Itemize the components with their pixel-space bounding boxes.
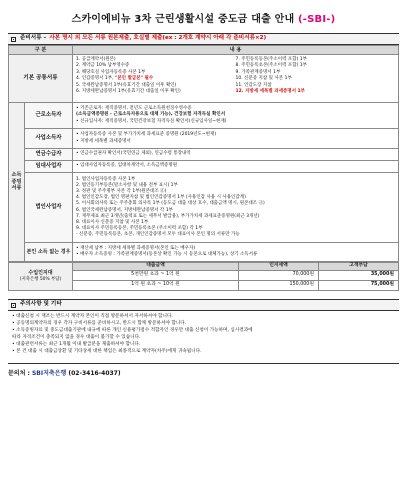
row-label-business: 사업소득자 [25, 129, 73, 149]
contact-phone: (02-3416-4037) [68, 369, 121, 377]
basic-docs-right: 7. 주민등록등본(주소이력 포함) 1부 8. 주민등록초본(주소이력 포함) 1부 9. 가족관계증명서 1부 10. 신분증 지참 및 사본 1부 11. 인감도장 지참 12. 지방세 세목별 과세증명서 1부 [236, 57, 396, 63]
section-documents-header [8, 33, 399, 45]
square-bullet-icon [11, 37, 16, 42]
row-content-business: • 사업자등록증 사본 및 부가가치세 과세표준 증명원 (2019년도~현재) • 지방세 세목별 과세증명서 [73, 129, 399, 149]
row-label-pension: 연금수급자 [25, 149, 73, 161]
basic-docs-left: 1. 공급계약서(원본) 2. 계약금 10% 납부영수증 3. 해당호실 사업자등록증 사본 1부 4. 인감증명서 1부, "본인 발급본" 필수 5. 국세완납증명서 1부(유효기간 대출일 이후 확인) 6. 지방세완납증명서 1부(유효기간 대출일 이후 확인) [76, 56, 181, 95]
section-notes-header [8, 299, 399, 311]
stamp-tax-label-cell: 수입인지대 (저축은행 50% 부담) [9, 263, 73, 291]
fee-row: 1억 원 초과 ~ 10억 원 150,000원 75,000원 [9, 281, 399, 291]
row-content-corporate: 1. 법인사업자등록증 사본 1부 2. 법인등기부등본(말소사항 및 내용 전부 표시) 1부 3. 정관 및 주주명부 사본 각 1부(원본대조 ⓓ) 4. 법인인감도장, 법인 명판지참 및 법인인감증명서 1부 (사용인감 사용 시 사용인감계) 5. 이사회의사록 또는 주주총회 의사록 1부 (등도금 대출 대상 호수, 대출금액 명시, 원본대조 ⓓ) 6. 법인국세완납증명서, 지방세완납증명서 각 1부 7. 재무제표 최근 3개년(출력표 또는 세무서 발급용), 부가가치세 과세표준증명원(최근 3개년) 8. 대표이사 신분증 지참 및 사본 1부 9. 대표이사 주민등록등본, 주민등록초본 (주소이력 포함) 각 1부 - 신분증, 주민등록등본, 초본, 개인인감증명서 모두 대표이사 본인 명의 서류만 가능 [73, 173, 399, 243]
self-issued-highlight: "본인 발급본" 필수 [114, 76, 154, 82]
note-item: • 대출관련서류는 최근 1개월 이내 발급분을 제출하셔야 합니다. [12, 342, 141, 348]
note-item: 따라 자격조건이 충족되지 않을 경우 대출이 불가할 수 있습니다. [12, 335, 141, 341]
section-notes-title: 주의사항 및 기타 [20, 301, 62, 308]
title-brand: (-SBI-) [298, 14, 336, 25]
income-docs-group-label: 소득 증빙 서류 [9, 103, 25, 262]
fee-header-customer: 고객부담 [319, 263, 399, 271]
row-label-no-income: 본인 소득 없는 경우 [25, 243, 73, 262]
row-content-employee: • 기존근로자: 재직증명서, 전년도 근로소득원천징수영수증 (소득금액증명원 - 근로소득자용으로 대체 가능), 건강보험 자격득실 확인서 • 신규입사자: 재직증명서, 국민건강보험 자격득실 확인서(신규입사일~현재) [73, 103, 399, 129]
row-label-rental: 임대사업자 [25, 161, 73, 173]
square-bullet-icon [11, 303, 16, 308]
fee-header-tax: 인지세액 [239, 263, 319, 271]
row-label-corporate: 법인사업자 [25, 173, 73, 243]
page-title [8, 13, 399, 29]
notes-list [8, 311, 399, 357]
title-main: 스카이에비뉴 3차 근린생활시설 중도금 대출 안내 [71, 14, 295, 25]
contact-label: 문의처 : [8, 369, 30, 377]
note-item: • 대출신청 시 재조는 반드시 계약자 본인이 직접 방문하셔서 자서하셔야 합니다. [12, 314, 173, 319]
tax-certificate-highlight: 12. 지방세 세목별 과세증명서 1부 [235, 89, 306, 95]
note-item: • 공동명의계약자의 경우 각자 구비서류를 준비하시고, 반드시 함께 방문하셔야 합니다. [12, 321, 187, 327]
contact-footer [8, 363, 399, 378]
row-content-pension: • 연금수급권자 확인서(국민연금 제외), 연금수령 통장내역 [73, 149, 399, 161]
section-documents-subtitle: 사본 명시 외 모든 서류 원본제출, 호실별 제출(ex : 2개호 계약시 아래 각 준비서류×2) [49, 35, 267, 42]
table-header-content: 내 용 [73, 46, 399, 55]
row-content-rental: • 임대사업자등록증, 임대차계약서, 소득금액증명원 [73, 161, 399, 173]
stamp-tax-table [8, 262, 399, 291]
basic-docs-content [73, 55, 399, 103]
note-item: • 소득증빙자료 및 중도금대출기관에 내규에 따른 개인 신용평가점수 적합자인 경우만 대출 신청이 가능하며, 심사결과에 [12, 328, 253, 334]
basic-docs-label: 기본 공통서류 [9, 55, 73, 103]
row-content-no-income: • 재산세 납부 : 지방세 세목별 과세증명서(본인 또는 배우자) • 배우자 소득증빙 : 가족관계증명서(등본상 확인 가능 시 등본으로 대체가능), 상기 소득서류 [73, 243, 399, 262]
documents-table [8, 45, 399, 262]
section-documents-title: 준비서류 – [20, 35, 47, 42]
note-item: • 본 건 대출 시 대출금상환 및 기타상세 대한 책임은 최종적으로 계약자(차주)에게 귀속됩니다. [12, 349, 202, 355]
fee-row: 5천만원 초과 ~ 1억 원 70,000원 35,000원 [9, 271, 399, 281]
contact-org: SBI저축은행 [31, 369, 67, 377]
table-header-category: 구 분 [9, 46, 73, 55]
row-label-employee: 근로소득자 [25, 103, 73, 129]
fee-header-amount: 대출금액 [73, 263, 239, 271]
